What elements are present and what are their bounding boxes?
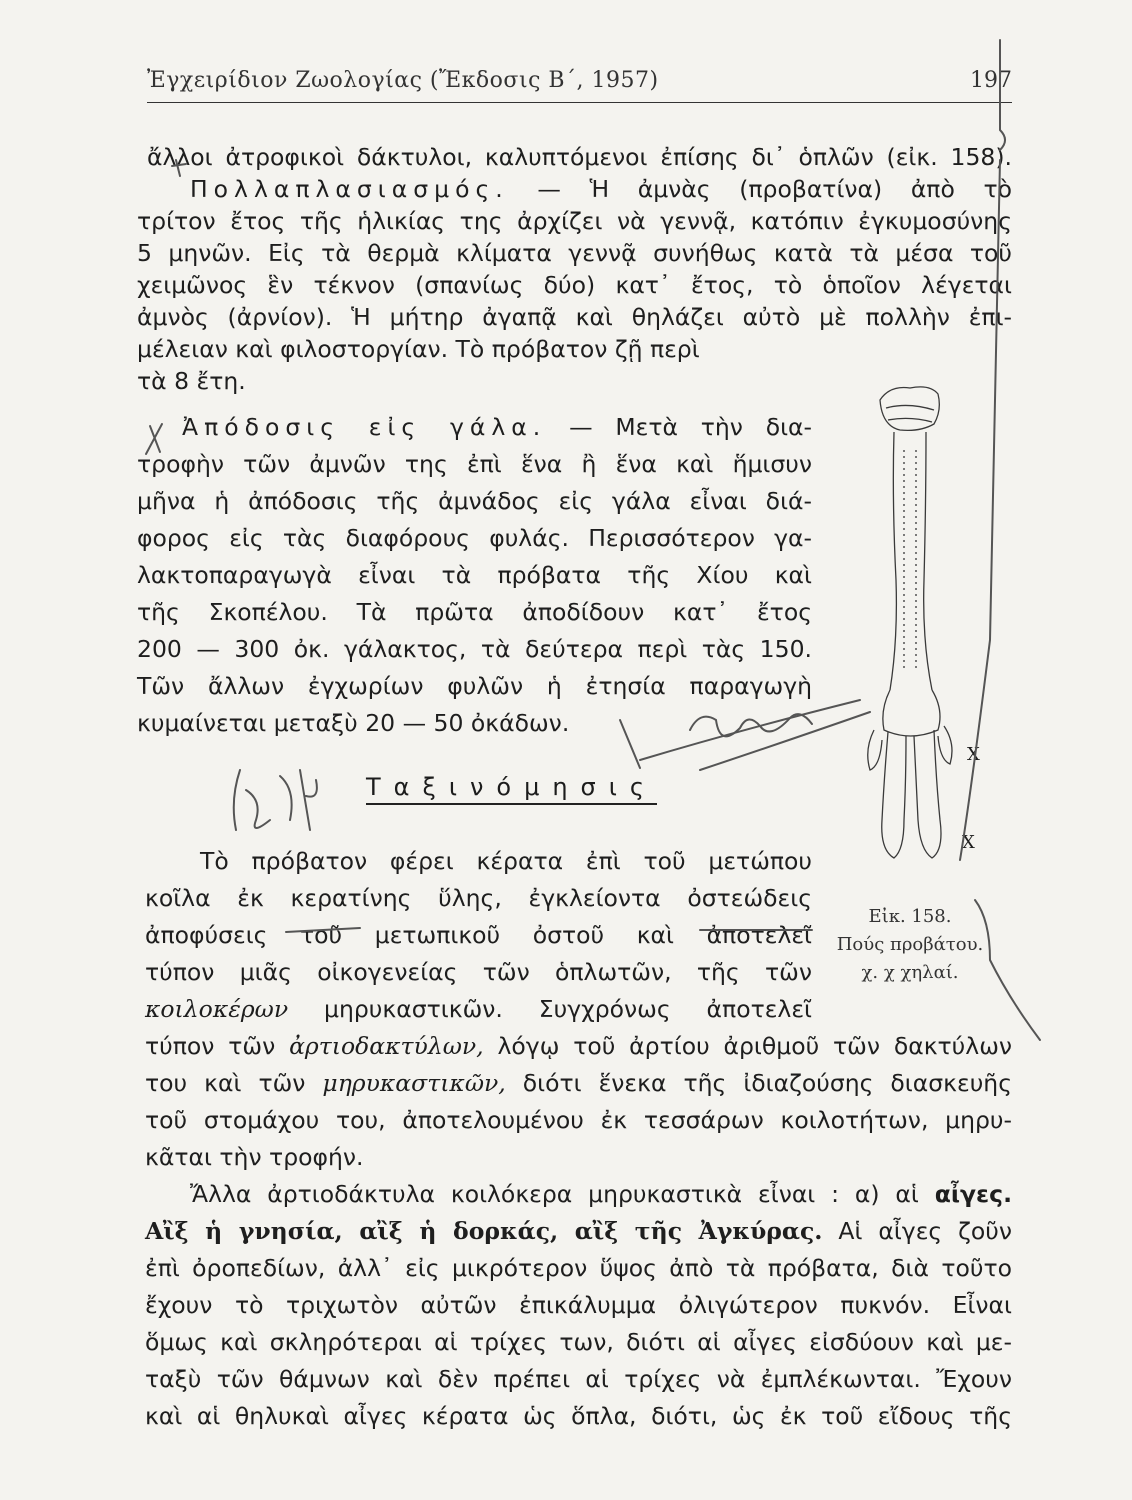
text-line: ὅμως καὶ σκληρότεραι αἱ τρίχες των, διότι αἱ αἶγες εἰσδύουν καὶ με- xyxy=(145,1328,1012,1356)
text-line: φορος εἰς τὰς διαφόρους φυλάς. Περισσότερον γα- xyxy=(137,524,812,552)
text-line: Τῶν ἄλλων ἐγχωρίων φυλῶν ἡ ἐτησία παραγωγὴ xyxy=(137,672,812,700)
pencil-signature-left xyxy=(234,770,317,830)
text-line: Τὸ πρόβατον φέρει κέρατα ἐπὶ τοῦ μετώπου xyxy=(200,847,812,875)
pencil-signature xyxy=(690,714,812,736)
text-line xyxy=(145,994,812,1024)
text-line: κοῖλα ἐκ κερατίνης ὕλης, ἐγκλείοντα ὀστεώδεις xyxy=(145,884,812,912)
text-line: ἔχουν τὸ τριχωτὸν αὐτῶν ἐπικάλυμμα ὀλιγώτερον πυκνόν. Εἶναι xyxy=(145,1291,1012,1319)
text-line: χειμῶνος ἓν τέκνον (σπανίως δύο) κατ᾽ ἔτος, τὸ ὁποῖον λέγεται xyxy=(137,271,1012,299)
text-span: — Μετὰ τὴν δια- xyxy=(569,413,812,441)
text-line: μῆνα ἡ ἀπόδοσις τῆς ἀμνάδος εἰς γάλα εἶναι διά- xyxy=(137,487,812,515)
text-span: — Ἡ ἀμνὰς (προβατίνα) ἀπὸ τὸ xyxy=(537,175,1012,203)
text-line: τὰ 8 ἔτη. xyxy=(137,367,246,395)
sheep-foot-illustration xyxy=(860,380,990,880)
text-span: Ἄλλα ἀρτιοδάκτυλα κοιλόκερα μηρυκαστικὰ εἶναι : α) αἱ xyxy=(190,1180,919,1208)
text-line: καὶ αἱ θηλυκαὶ αἶγες κέρατα ὡς ὅπλα, διότι, ὡς ἐκ τοῦ εἴδους τῆς xyxy=(145,1402,1012,1430)
page-number: 197 xyxy=(970,68,1012,93)
text-line: 200 — 300 ὀκ. γάλακτος, τὰ δεύτερα περὶ τὰς 150. xyxy=(137,635,812,663)
bone-drawing xyxy=(860,380,990,880)
text-line xyxy=(145,1031,1012,1061)
book-title: Ἐγχειρίδιον Ζωολογίας (Ἔκδοσις Β΄, 1957) xyxy=(147,68,659,93)
figure-label-x1: X xyxy=(967,744,980,765)
text-line: ἄλλοι ἀτροφικοὶ δάκτυλοι, καλυπτόμενοι ἐπίσης δι᾽ ὁπλῶν (εἰκ. 158). xyxy=(147,143,1012,171)
bold-term: αἶγες. xyxy=(934,1180,1012,1208)
text-line: λακτοπαραγωγὰ εἶναι τὰ πρόβατα τῆς Χίου καὶ xyxy=(137,561,812,589)
italic-term: μηρυκαστικῶν, xyxy=(322,1069,506,1097)
text-line: ἀμνὸς (ἀρνίον). Ἡ μήτηρ ἀγαπᾷ καὶ θηλάζει αὐτὸ μὲ πολλὴν ἐπι- xyxy=(137,303,1012,331)
text-line xyxy=(190,1179,1012,1209)
figure-caption-title: Πούς προβάτου. xyxy=(836,934,984,955)
text-line: τύπον μιᾶς οἰκογενείας τῶν ὁπλωτῶν, τῆς τῶν xyxy=(145,958,812,986)
text-span: Αἱ αἶγες ζοῦν xyxy=(838,1217,1012,1245)
text-span: τύπον τῶν xyxy=(145,1032,276,1060)
text-line xyxy=(190,174,1012,204)
text-line: κυμαίνεται μεταξὺ 20 — 50 ὀκάδων. xyxy=(137,709,570,737)
text-line: τροφὴν τῶν ἀμνῶν της ἐπὶ ἕνα ἢ ἕνα καὶ ἥμισυν xyxy=(137,450,812,478)
section-heading-taxonomy: Ταξινόμησις xyxy=(366,773,657,805)
section-term-milk: Ἀπόδοσις εἰς γάλα. xyxy=(182,413,547,441)
text-line: ταξὺ τῶν θάμνων καὶ δὲν πρέπει αἱ τρίχες νὰ ἐμπλέκωνται. Ἔχουν xyxy=(145,1365,1012,1393)
text-span: του καὶ τῶν xyxy=(145,1069,306,1097)
text-line: τρίτον ἔτος τῆς ἡλικίας της ἀρχίζει νὰ γεννᾷ, κατόπιν ἐγκυμοσύνης xyxy=(137,207,1012,235)
italic-term: ἀρτιοδακτύλων, xyxy=(289,1032,484,1060)
text-span: διότι ἕνεκα τῆς ἰδιαζούσης διασκευῆς xyxy=(522,1069,1012,1097)
text-line xyxy=(145,1216,1012,1246)
figure-caption-number: Εἰκ. 158. xyxy=(868,906,952,927)
bold-terms: Αἲξ ἡ γνησία, αἲξ ἡ δορκάς, αἲξ τῆς Ἀγκύρας. xyxy=(145,1217,823,1245)
text-line: κᾶται τὴν τροφήν. xyxy=(145,1143,364,1171)
text-line xyxy=(145,1068,1012,1098)
pencil-stroke xyxy=(700,712,870,770)
pencil-stroke xyxy=(620,720,640,768)
figure-caption-legend: χ. χ χηλαί. xyxy=(861,962,959,983)
figure-label-x2: X xyxy=(962,832,975,853)
running-header xyxy=(147,62,1012,103)
text-line: ἀποφύσεις τοῦ μετωπικοῦ ὀστοῦ καὶ ἀποτελεῖ xyxy=(145,921,812,949)
italic-term: κοιλοκέρων xyxy=(145,995,289,1023)
text-span: λόγῳ τοῦ ἀρτίου ἀριθμοῦ τῶν δακτύλων xyxy=(497,1032,1012,1060)
text-line: τῆς Σκοπέλου. Τὰ πρῶτα ἀποδίδουν κατ᾽ ἔτος xyxy=(137,598,812,626)
text-line: τοῦ στομάχου του, ἀποτελουμένου ἐκ τεσσάρων κοιλοτήτων, μηρυ- xyxy=(145,1106,1012,1134)
text-line xyxy=(182,412,812,442)
pencil-stroke xyxy=(640,700,860,760)
text-line: 5 μηνῶν. Εἰς τὰ θερμὰ κλίματα γεννᾷ συνήθως κατὰ τὰ μέσα τοῦ xyxy=(137,239,1012,267)
text-line: ἐπὶ ὀροπεδίων, ἀλλ᾽ εἰς μικρότερον ὕψος ἀπὸ τὰ πρόβατα, διὰ τοῦτο xyxy=(145,1254,1012,1282)
text-line: μέλειαν καὶ φιλοστοργίαν. Τὸ πρόβατον ζῇ περὶ xyxy=(137,335,700,363)
text-span: μηρυκαστικῶν. Συγχρόνως ἀποτελεῖ xyxy=(324,995,812,1023)
section-term-reproduction: Πολλαπλασιασμός. xyxy=(190,175,509,203)
